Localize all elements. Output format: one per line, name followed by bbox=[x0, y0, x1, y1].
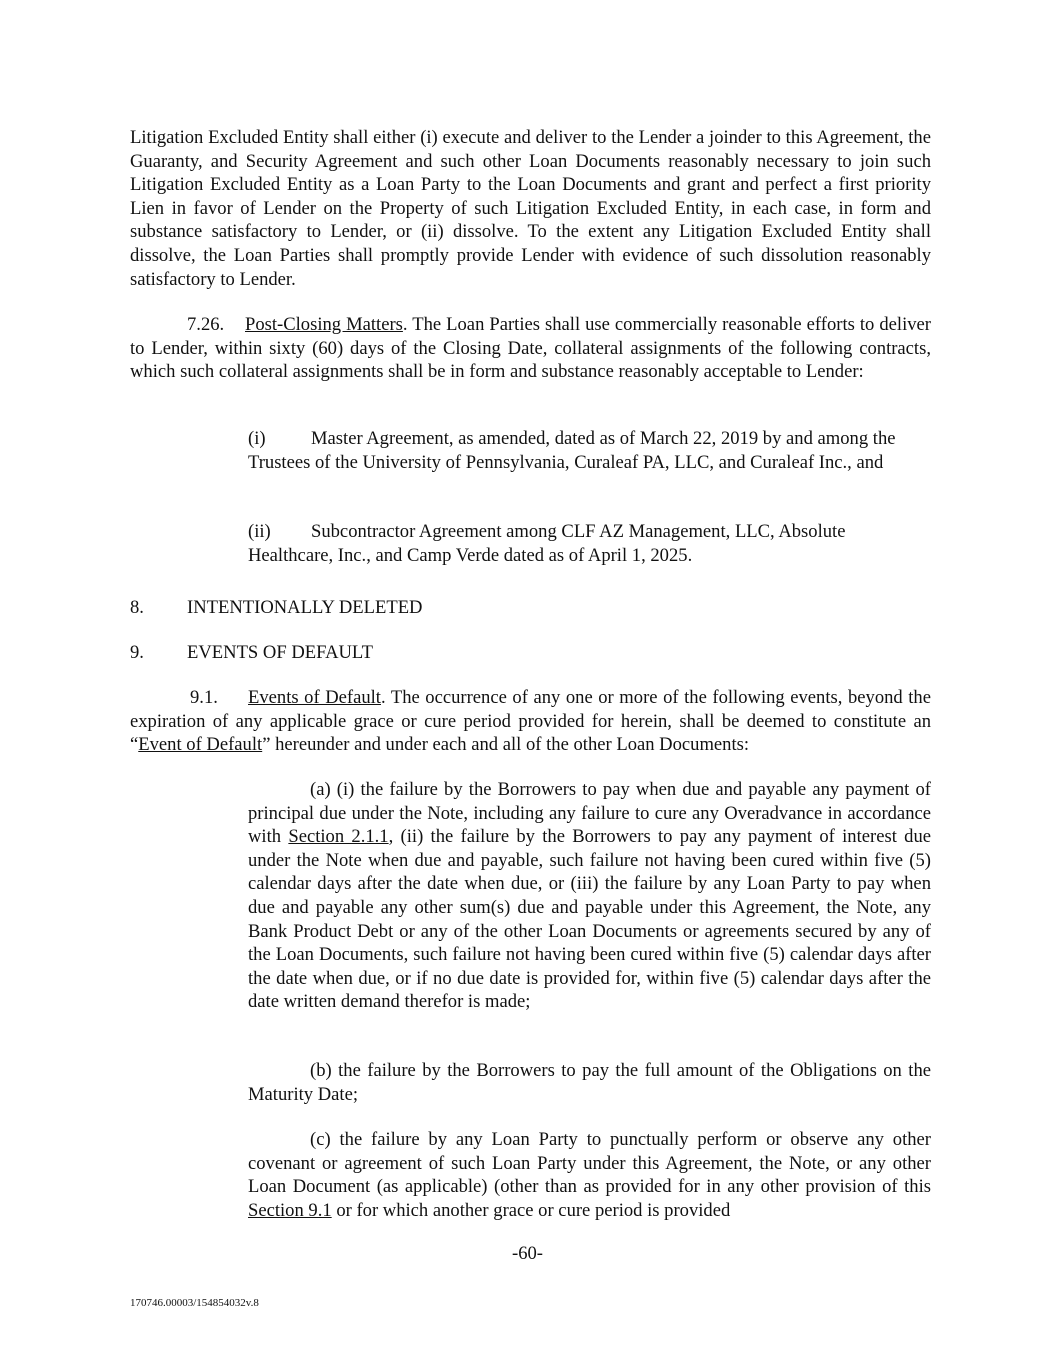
clause-text: (c) the failure by any Loan Party to punctually perform or observe any other covenant or agreement of such Loan Party under this Agreement, the Note, or any other Loan Document (as applicable) (other than as provided for in any other provision of this bbox=[248, 1129, 931, 1198]
item-label: (i) bbox=[248, 428, 266, 449]
default-clause-c bbox=[248, 1128, 931, 1222]
clause-text: (a) (i) the failure by the Borrowers to pay when due and payable any payment of principal due under the Note, including any failure to cure any Overadvance in accordance with bbox=[248, 779, 931, 848]
contract-item bbox=[248, 520, 931, 567]
section-title: Post-Closing Matters bbox=[245, 314, 403, 335]
default-clause-b bbox=[248, 1059, 931, 1106]
page-number: -60- bbox=[512, 1243, 543, 1264]
section-body: . The Loan Parties shall use commercially reasonable efforts to deliver to Lender, within sixty (60) days of the Closing Date, collateral assignments of the following contracts, which such collateral assignments shall be in form and substance reasonably acceptable to Lender: bbox=[130, 314, 931, 383]
document-id: 170746.00003/154854032v.8 bbox=[130, 1297, 259, 1309]
article-9-heading bbox=[130, 641, 373, 665]
article-title: INTENTIONALLY DELETED bbox=[187, 597, 423, 618]
section-9-1 bbox=[130, 686, 931, 757]
item-text: Master Agreement, as amended, dated as of March 22, 2019 by and among the Trustees of the University of Pennsylvania, Curaleaf PA, LLC, and Curaleaf Inc., and bbox=[248, 428, 896, 473]
article-number: 9. bbox=[130, 642, 144, 663]
section-body-before: . The occurrence of any one or more of the following events, beyond the expiration of any applicable grace or cure period provided for herein, shall be deemed to constitute an “ bbox=[130, 687, 931, 756]
clause-text: , (ii) the failure by the Borrowers to pay any payment of interest due under the Note when due and payable, such failure not having been cured within five (5) calendar days after the date when due, or (iii) the failure by any Loan Party to pay when due and payable any other sum(s) due and payable under this Agreement, the Note, any Bank Product Debt or any of the other Loan Documents or agreements secured by any of the Loan Documents, such failure not having been cured within five (5) calendar days after the date when due, or if no due date is provided for, within five (5) calendar days after the date written demand therefor is made; bbox=[248, 826, 931, 1013]
section-body-after: ” hereunder and under each and all of the other Loan Documents: bbox=[262, 734, 750, 756]
item-text: Subcontractor Agreement among CLF AZ Management, LLC, Absolute Healthcare, Inc., and Camp Verde dated as of April 1, 2025. bbox=[248, 521, 846, 566]
article-number: 8. bbox=[130, 597, 144, 618]
section-reference: Section 9.1 bbox=[248, 1199, 332, 1221]
clause-text: or for which another grace or cure period is provided bbox=[331, 1199, 731, 1221]
article-title: EVENTS OF DEFAULT bbox=[187, 642, 373, 663]
article-8-heading bbox=[130, 596, 422, 620]
section-7-26 bbox=[130, 313, 931, 384]
default-clause-a bbox=[248, 778, 931, 1014]
defined-term: Event of Default bbox=[138, 734, 263, 756]
contract-item bbox=[248, 427, 931, 474]
section-title: Events of Default bbox=[248, 687, 381, 708]
section-reference: Section 2.1.1 bbox=[288, 826, 389, 848]
litigation-excluded-entity-paragraph: Litigation Excluded Entity shall either (i) execute and deliver to the Lender a joinder to this Agreement, the Guaranty, and Security Agreement and such other Loan Documents reasonably necessary to join such Litigation Excluded Entity as a Loan Party to the Loan Documents and grant and perfect a first priority Lien in favor of Lender on the Property of such Litigation Excluded Entity, in each case, in form and substance satisfactory to Lender, or (ii) dissolve. To the extent any Litigation Excluded Entity shall dissolve, the Loan Parties shall promptly provide Lender with evidence of such dissolution reasonably satisfactory to Lender. bbox=[130, 127, 931, 290]
section-number: 9.1. bbox=[190, 687, 218, 708]
item-label: (ii) bbox=[248, 521, 271, 542]
clause-text: (b) the failure by the Borrowers to pay the full amount of the Obligations on the Maturity Date; bbox=[248, 1060, 931, 1105]
section-number: 7.26. bbox=[187, 314, 225, 335]
